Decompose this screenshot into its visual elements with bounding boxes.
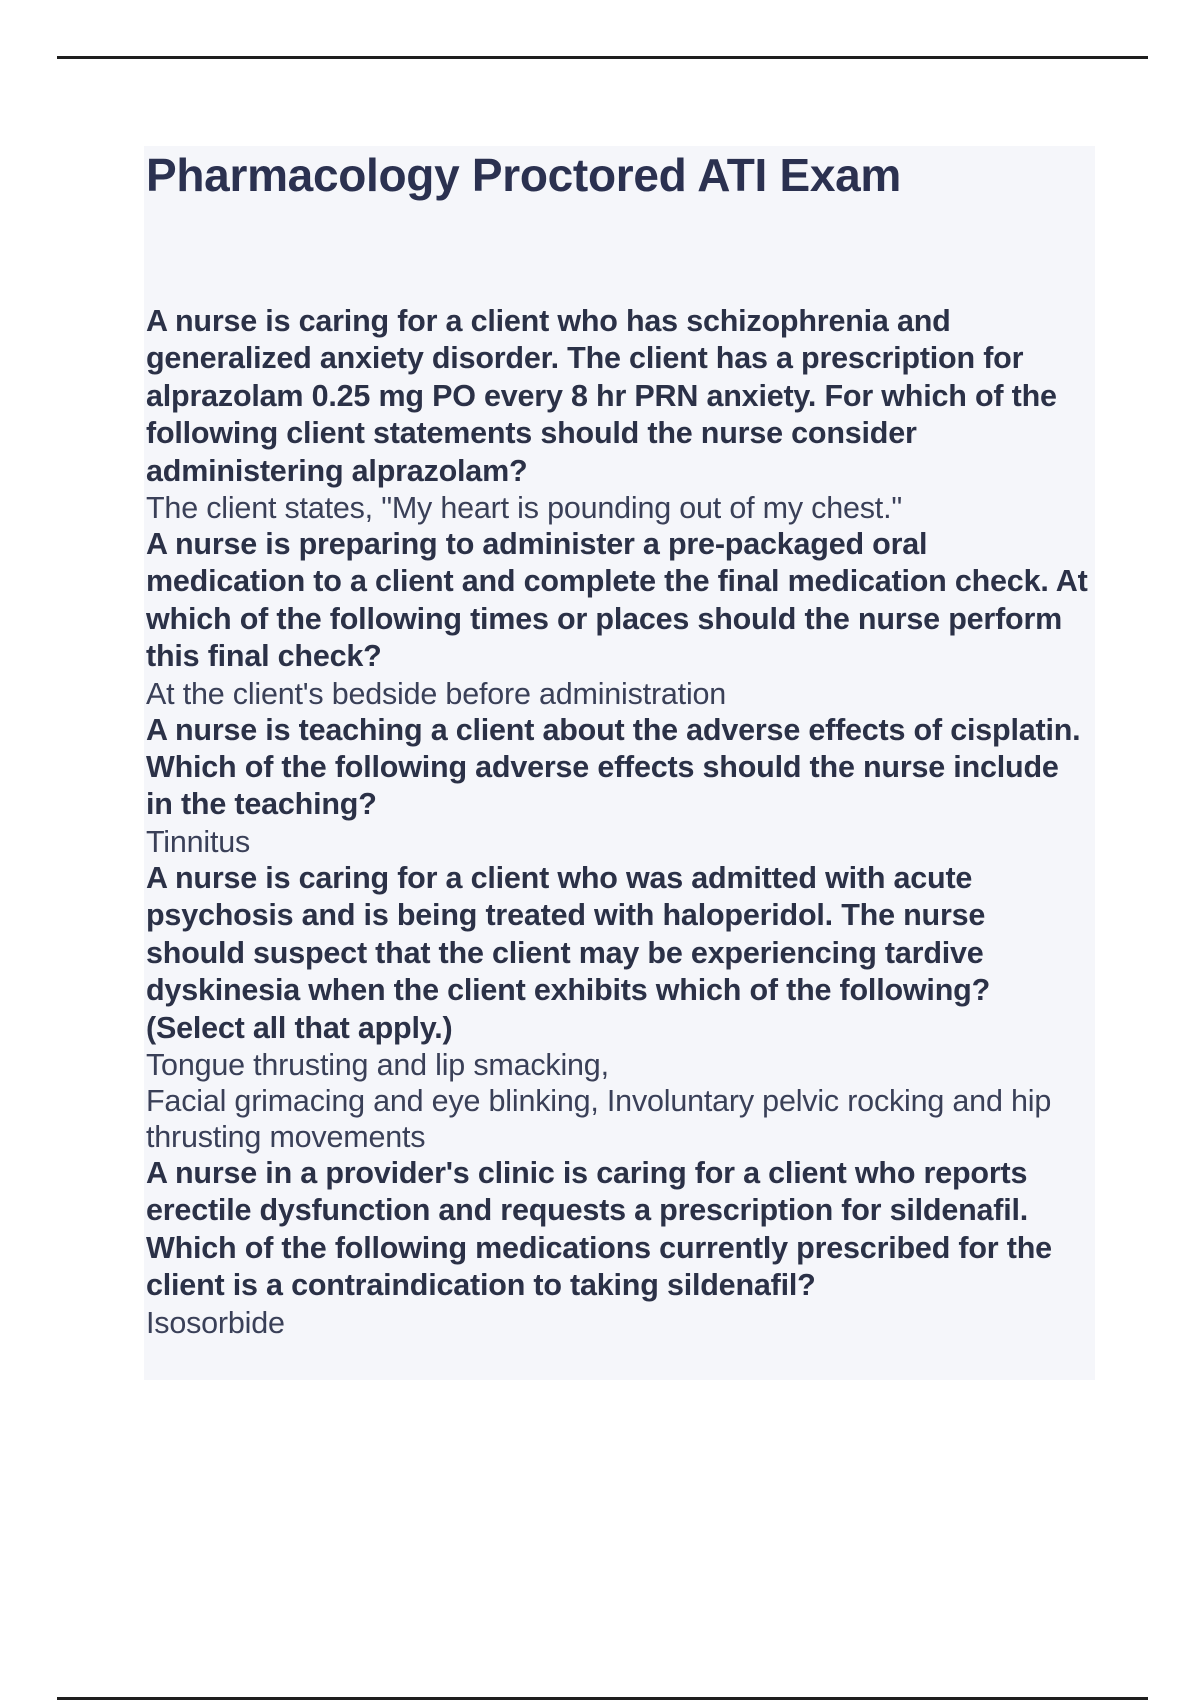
answer-text: Tongue thrusting and lip smacking, [146,1047,609,1082]
question-text: A nurse is caring for a client who was admitted with acute psychosis and is being treated with haloperidol. The nurse should suspect that the client may be experiencing tardive dyskinesia when the client exhibits which of the following? (Select all that apply.) [146,860,991,1045]
question-text: A nurse is preparing to administer a pre-packaged oral medication to a client and complete the final medication check. At which of the following times or places should the nurse perform this final check? [146,527,1088,674]
answer-text: The client states, "My heart is pounding out of my chest." [146,491,902,526]
qa-item [146,860,1091,1155]
question-text: A nurse is caring for a client who has schizophrenia and generalized anxiety disorder. The client has a prescription for alprazolam 0.25 mg PO every 8 hr PRN anxiety. For which of the following client statements should the nurse consider administering alprazolam? [146,304,1057,488]
answer-text: Tinnitus [146,824,251,859]
qa-item [146,712,1091,860]
qa-item [146,303,1091,526]
header-rule [57,56,1148,59]
question-text: A nurse in a provider's clinic is caring for a client who reports erectile dysfunction and requests a prescription for sildenafil. Which of the following medications currently prescribed for the client is a contraindication to taking sildenafil? [146,1155,1052,1303]
qa-item [146,526,1091,712]
question-answer-list [146,303,1091,1341]
answer-text: At the client's bedside before administration [146,676,727,711]
document-title: Pharmacology Proctored ATI Exam [146,149,902,201]
question-text: A nurse is teaching a client about the adverse effects of cisplatin. Which of the following adverse effects should the nurse include in the teaching? [146,712,1081,822]
qa-item [146,1155,1091,1341]
answer-text: Facial grimacing and eye blinking, Involuntary pelvic rocking and hip thrusting movements [146,1083,1052,1154]
answer-text: Isosorbide [146,1305,285,1340]
